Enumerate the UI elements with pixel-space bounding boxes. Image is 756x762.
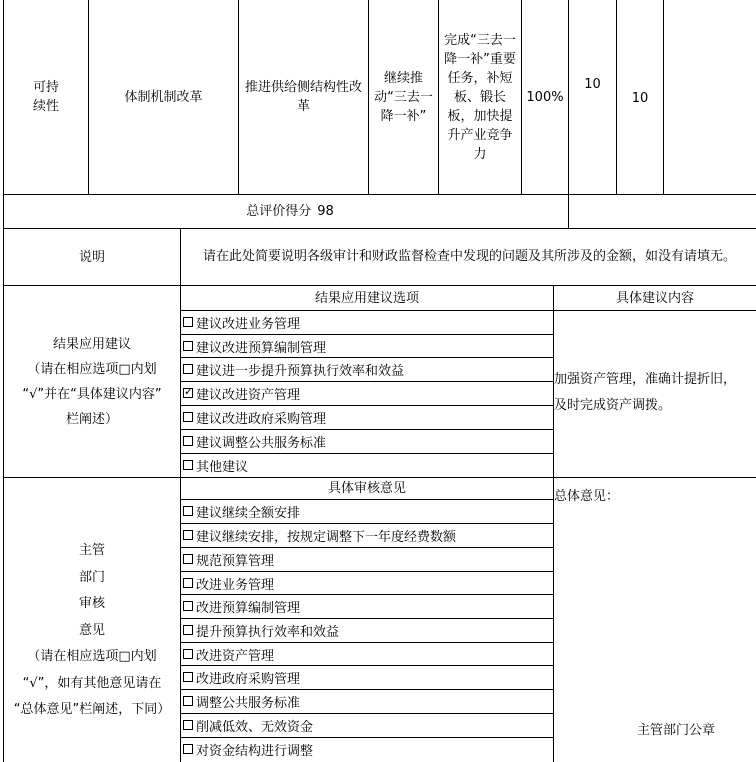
overall-opinion-label: 总体意见： (554, 489, 620, 504)
checkbox[interactable] (183, 720, 193, 730)
result-option[interactable] (183, 430, 326, 452)
task-cell (239, 0, 368, 194)
result-option-text: 建议进一步提升预算执行效率和效益 (196, 363, 405, 379)
checkbox[interactable] (183, 578, 193, 588)
checkbox-checked[interactable] (183, 388, 193, 398)
result-content-cell[interactable] (554, 367, 756, 419)
score-text: 10 (631, 90, 649, 106)
checkbox[interactable] (183, 341, 193, 351)
review-label-line: 审核 (78, 596, 105, 611)
review-label-line: 部门 (78, 569, 105, 585)
result-option[interactable] (183, 454, 248, 476)
checkbox[interactable] (183, 436, 193, 446)
total-score-value: 98 (317, 204, 334, 219)
review-option-text: 对资金结构进行调整 (196, 743, 314, 759)
task-text: 推进供给侧结构性改革 (245, 80, 363, 114)
review-option[interactable] (183, 690, 300, 712)
completion-cell (439, 0, 521, 194)
review-option-text: 改进政府采购管理 (196, 671, 301, 687)
result-options-header (181, 286, 553, 310)
result-label-line: “√”并在“具体建议内容” (22, 386, 162, 402)
review-option[interactable] (183, 595, 300, 617)
checkbox[interactable] (183, 696, 193, 706)
result-content-header-text: 具体建议内容 (615, 290, 694, 306)
checkbox[interactable] (183, 554, 193, 564)
review-label-line: “√”，如有其他意见请在 (22, 675, 162, 691)
score-cell (617, 86, 663, 110)
field-cell (89, 0, 238, 194)
review-label-cell (4, 478, 180, 762)
result-content-line: 加强资产管理，准确计提折旧， (554, 372, 737, 387)
result-option[interactable] (183, 358, 404, 380)
dimension-cell (4, 0, 88, 194)
weight-cell (569, 72, 616, 96)
total-score-cell (4, 195, 568, 228)
review-option[interactable] (183, 572, 274, 594)
dimension-text: 可持 续性 (32, 80, 59, 114)
result-options-header-text: 结果应用建议选项 (314, 290, 419, 306)
review-label-line: （请在相应选项□内划 (27, 649, 157, 664)
review-option-text: 削减低效、无效资金 (196, 719, 314, 735)
review-option[interactable] (183, 666, 300, 688)
checkbox[interactable] (183, 744, 193, 754)
checkbox[interactable] (183, 317, 193, 327)
checkbox[interactable] (183, 460, 193, 470)
weight-text: 10 (584, 76, 601, 92)
checkbox[interactable] (183, 649, 193, 659)
review-option[interactable] (183, 619, 339, 641)
checkbox[interactable] (183, 364, 193, 374)
goal-cell (369, 0, 438, 194)
review-option[interactable] (183, 500, 300, 522)
review-option-text: 改进预算编制管理 (196, 600, 301, 616)
review-options-header (181, 478, 553, 499)
checkbox[interactable] (183, 601, 193, 611)
review-option-text: 建议继续安排，按规定调整下一年度经费数额 (196, 529, 457, 545)
result-option[interactable] (183, 406, 326, 428)
department-seal-label: 主管部门公章 (637, 723, 716, 738)
explain-text: 请在此处简要说明各级审计和财政监督检查中发现的问题及其所涉及的金额，如没有请填无。 (202, 249, 736, 264)
result-option-text: 建议改进预算编制管理 (196, 340, 327, 356)
result-option-text: 建议改进政府采购管理 (196, 411, 327, 427)
completion-text: 完成“三去一降一补”重要任务，补短板、锻长板，加快提升产业竞争力 (444, 32, 516, 162)
checkbox[interactable] (183, 530, 193, 540)
review-label-line: 主管 (78, 543, 105, 558)
result-content-line: 及时完成资产调拨。 (554, 398, 672, 413)
review-label-line: 意见 (78, 622, 105, 638)
review-options-header-text: 具体审核意见 (327, 481, 406, 496)
review-option[interactable] (183, 524, 456, 546)
review-option[interactable] (183, 714, 313, 736)
result-label-line: （请在相应选项□内划 (27, 361, 157, 377)
explain-text-cell (181, 229, 756, 285)
checkbox[interactable] (183, 412, 193, 422)
explain-label: 说明 (78, 249, 105, 265)
review-option[interactable] (183, 548, 274, 570)
rate-text: 100% (526, 89, 564, 105)
result-option-text: 建议改进业务管理 (196, 316, 301, 332)
result-label-line: 结果应用建议 (52, 336, 131, 352)
review-option-text: 建议继续全额安排 (196, 505, 301, 521)
total-score-label: 总评价得分 (246, 204, 312, 219)
result-label-line: 栏阐述） (65, 411, 118, 427)
explain-label-cell (4, 229, 180, 285)
checkbox[interactable] (183, 672, 193, 682)
review-option-text: 规范预算管理 (196, 553, 275, 569)
review-option-text: 调整公共服务标准 (196, 695, 301, 711)
result-option-text: 建议改进资产管理 (196, 387, 301, 403)
result-option-text: 建议调整公共服务标准 (196, 435, 327, 451)
result-option[interactable] (183, 335, 326, 357)
result-content-header (554, 286, 756, 310)
review-option-text: 提升预算执行效率和效益 (196, 624, 340, 640)
review-option-text: 改进业务管理 (196, 577, 275, 593)
checkbox[interactable] (183, 506, 193, 516)
review-label-line: “总体意见”栏阐述，下同） (13, 702, 171, 717)
rate-cell (522, 0, 568, 194)
goal-text: 继续推动“三去一降一补” (374, 70, 433, 124)
review-option[interactable] (183, 738, 313, 760)
field-text: 体制机制改革 (124, 89, 203, 105)
result-option[interactable] (183, 311, 300, 333)
review-option[interactable] (183, 643, 274, 665)
review-option-text: 改进资产管理 (196, 648, 275, 664)
result-option[interactable] (183, 382, 300, 404)
result-label-cell (4, 286, 180, 477)
result-option-text: 其他建议 (196, 459, 249, 475)
checkbox[interactable] (183, 625, 193, 635)
